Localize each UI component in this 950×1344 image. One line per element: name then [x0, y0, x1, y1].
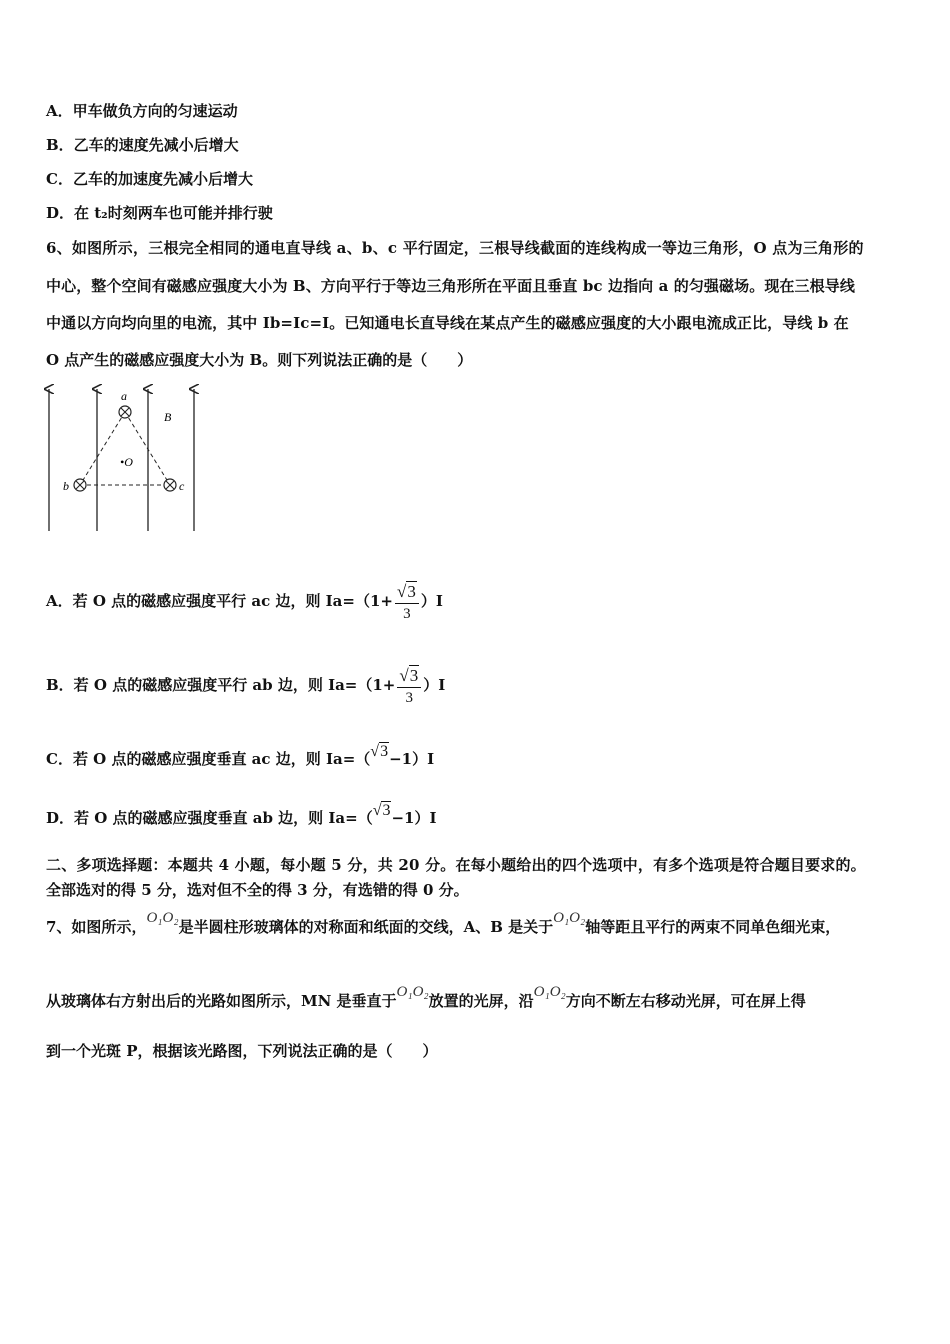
- q5-option-a: A．甲车做负方向的匀速运动: [46, 102, 238, 120]
- q7-stem-line-1: [46, 912, 840, 942]
- q6-option-d: [46, 803, 437, 833]
- section2-line-2: 全部选对的得 5 分，选对但不全的得 3 分，有选错的得 0 分。: [46, 881, 469, 899]
- label-a: a: [121, 389, 127, 403]
- o1o2-symbol: O₁O₂: [146, 910, 179, 926]
- label-b: b: [63, 479, 69, 493]
- o1o2-symbol: O₁O₂: [553, 910, 586, 926]
- q6-option-a-suffix: ）I: [420, 592, 443, 610]
- fraction-radicand: 3: [407, 581, 416, 601]
- q6-option-c: [46, 744, 434, 774]
- sqrt-3: √3: [372, 802, 391, 819]
- q6-stem-line-1: 6、如图所示，三根完全相同的通电直导线 a、b、c 平行固定，三根导线截面的连线构成一等边三角形，O 点为三角形的: [46, 239, 864, 257]
- q6-option-c-suffix: −1）I: [389, 750, 435, 768]
- fraction-sqrt3-over-3: $\frac{√3}{3}$: [395, 581, 419, 624]
- q5-option-b: B．乙车的速度先减小后增大: [46, 136, 239, 154]
- q5-option-d: D．在 t₂时刻两车也可能并排行驶: [46, 204, 273, 222]
- fraction-radicand: 3: [409, 665, 419, 685]
- q6-stem-line-2: 中心，整个空间有磁感应强度大小为 B、方向平行于等边三角形所在平面且垂直 bc 边指向 a 的匀强磁场。现在三根导线: [46, 277, 855, 295]
- sqrt-3: √3: [370, 743, 389, 760]
- q6-option-a-prefix: A．若 O 点的磁感应强度平行 ac 边，则 Ia=（1+: [46, 592, 393, 610]
- label-c: c: [179, 479, 185, 493]
- o1o2-symbol: O₁O₂: [533, 984, 566, 1000]
- q6-option-d-suffix: −1）I: [391, 809, 437, 827]
- q6-option-d-prefix: D．若 O 点的磁感应强度垂直 ab 边，则 Ia=（: [46, 809, 373, 827]
- wire-b-icon: [74, 479, 86, 491]
- fraction-denominator: 3: [395, 603, 419, 624]
- q7-stem-line-2: [46, 986, 806, 1016]
- q6-option-b-prefix: B．若 O 点的磁感应强度平行 ab 边，则 Ia=（1+: [46, 676, 396, 694]
- q7-l1-b: 是半圆柱形玻璃体的对称面和纸面的交线，A、B 是关于: [178, 918, 554, 936]
- q6-option-c-prefix: C．若 O 点的磁感应强度垂直 ac 边，则 Ia=（: [46, 750, 371, 768]
- q6-option-b: [46, 655, 445, 715]
- triangle-side-ab: [80, 412, 125, 485]
- q7-stem-line-3: 到一个光斑 P，根据该光路图，下列说法正确的是（ ）: [46, 1042, 438, 1060]
- fraction-sqrt3-over-3: $\frac{√3}{3}$: [397, 665, 421, 708]
- q6-stem-line-4: O 点产生的磁感应强度大小为 B。则下列说法正确的是（ ）: [46, 351, 473, 369]
- q7-l1-a: 7、如图所示，: [46, 918, 147, 936]
- q6-stem-line-3: 中通以方向均向里的电流，其中 Ib=Ic=I。已知通电长直导线在某点产生的磁感应强度的大小跟电流成正比，导线 b 在: [46, 314, 849, 332]
- label-o: •O: [120, 455, 133, 469]
- wire-a-icon: [119, 406, 131, 418]
- wire-c-icon: [164, 479, 176, 491]
- section2-line-1: 二、多项选择题：本题共 4 小题，每小题 5 分，共 20 分。在每小题给出的四个选项中，有多个选项是符合题目要求的。: [46, 856, 866, 874]
- q6-figure: [40, 383, 205, 535]
- q5-option-c: C．乙车的加速度先减小后增大: [46, 170, 253, 188]
- q7-l2-b: 放置的光屏，沿: [428, 992, 534, 1010]
- q7-l2-c: 方向不断左右移动光屏，可在屏上得: [565, 992, 806, 1010]
- q6-option-b-suffix: ）I: [423, 676, 446, 694]
- q7-l1-c: 轴等距且平行的两束不同单色细光束，: [585, 918, 841, 936]
- fraction-denominator: 3: [397, 687, 421, 708]
- q7-l2-a: 从玻璃体右方射出后的光路如图所示，MN 是垂直于: [46, 992, 397, 1010]
- q6-option-a: [46, 571, 443, 631]
- label-field-b: B: [164, 410, 172, 424]
- o1o2-symbol: O₁O₂: [396, 984, 429, 1000]
